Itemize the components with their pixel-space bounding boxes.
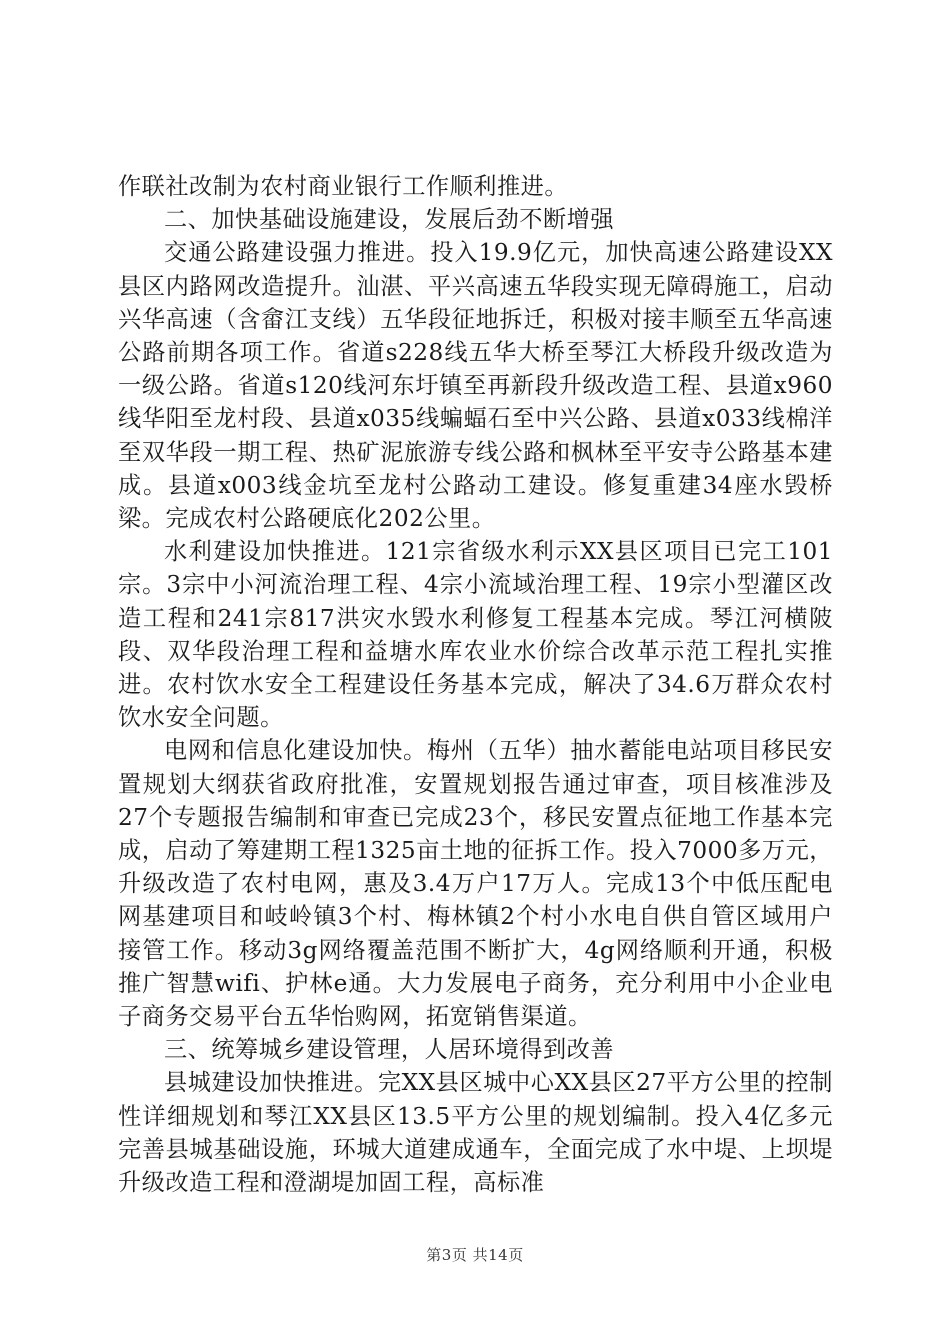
- paragraph-power-grid: 电网和信息化建设加快。梅州（五华）抽水蓄能电站项目移民安置规划大纲获省政府批准，安置规划报告通过审查，项目核准涉及27个专题报告编制和审查已完成23个，移民安置点征地工作基本完成，启动了筹建期工程1325亩土地的征拆工作。投入7000多万元，升级改造了农村电网，惠及3.4万户17万人。完成13个中低压配电网基建项目和岐岭镇3个村、梅林镇2个村小水电自供自管区域用户接管工作。移动3g网络覆盖范围不断扩大，4g网络顺利开通，积极推广智慧wifi、护林e通。大力发展电子商务，充分利用中小企业电子商务交易平台五华怡购网，拓宽销售渠道。: [118, 737, 833, 1031]
- page-number-footer: 第3页 共14页: [426, 1246, 524, 1264]
- paragraph-transport: 交通公路建设强力推进。投入19.9亿元，加快高速公路建设XX县区内路网改造提升。汕湛、平兴高速五华段实现无障碍施工，启动兴华高速（含畲江支线）五华段征地拆迁，积极对接丰顺至五华高速公路前期各项工作。省道s228线五华大桥至琴江大桥段升级改造为一级公路。省道s120线河东圩镇至再新段升级改造工程、县道x960线华阳至龙村段、县道x035线蝙蝠石至中兴公路、县道x033线棉洋至双华段一期工程、热矿泥旅游专线公路和枫林至平安寺公路基本建成。县道x003线金坑至龙村公路动工建设。修复重建34座水毁桥梁。完成农村公路硬底化202公里。: [118, 239, 833, 533]
- document-body: [118, 170, 833, 1199]
- paragraph-continuation: 作联社改制为农村商业银行工作顺利推进。: [118, 173, 569, 200]
- paragraph-water-conservancy: 水利建设加快推进。121宗省级水利示XX县区项目已完工101宗。3宗中小河流治理工程、4宗小流域治理工程、19宗小型灌区改造工程和241宗817洪灾水毁水利修复工程基本完成。琴江河横陂段、双华段治理工程和益塘水库农业水价综合改革示范工程扎实推进。农村饮水安全工程建设任务基本完成，解决了34.6万群众农村饮水安全问题。: [118, 538, 833, 732]
- paragraph-county-construction: 县城建设加快推进。完XX县区城中心XX县区27平方公里的控制性详细规划和琴江XX县区13.5平方公里的规划编制。投入4亿多元完善县城基础设施，环城大道建成通车，全面完成了水中堤、上坝堤升级改造工程和澄湖堤加固工程，高标准: [118, 1069, 833, 1197]
- section-heading-2: 二、加快基础设施建设，发展后劲不断增强: [164, 206, 615, 234]
- section-heading-3: 三、统筹城乡建设管理，人居环境得到改善: [164, 1036, 615, 1064]
